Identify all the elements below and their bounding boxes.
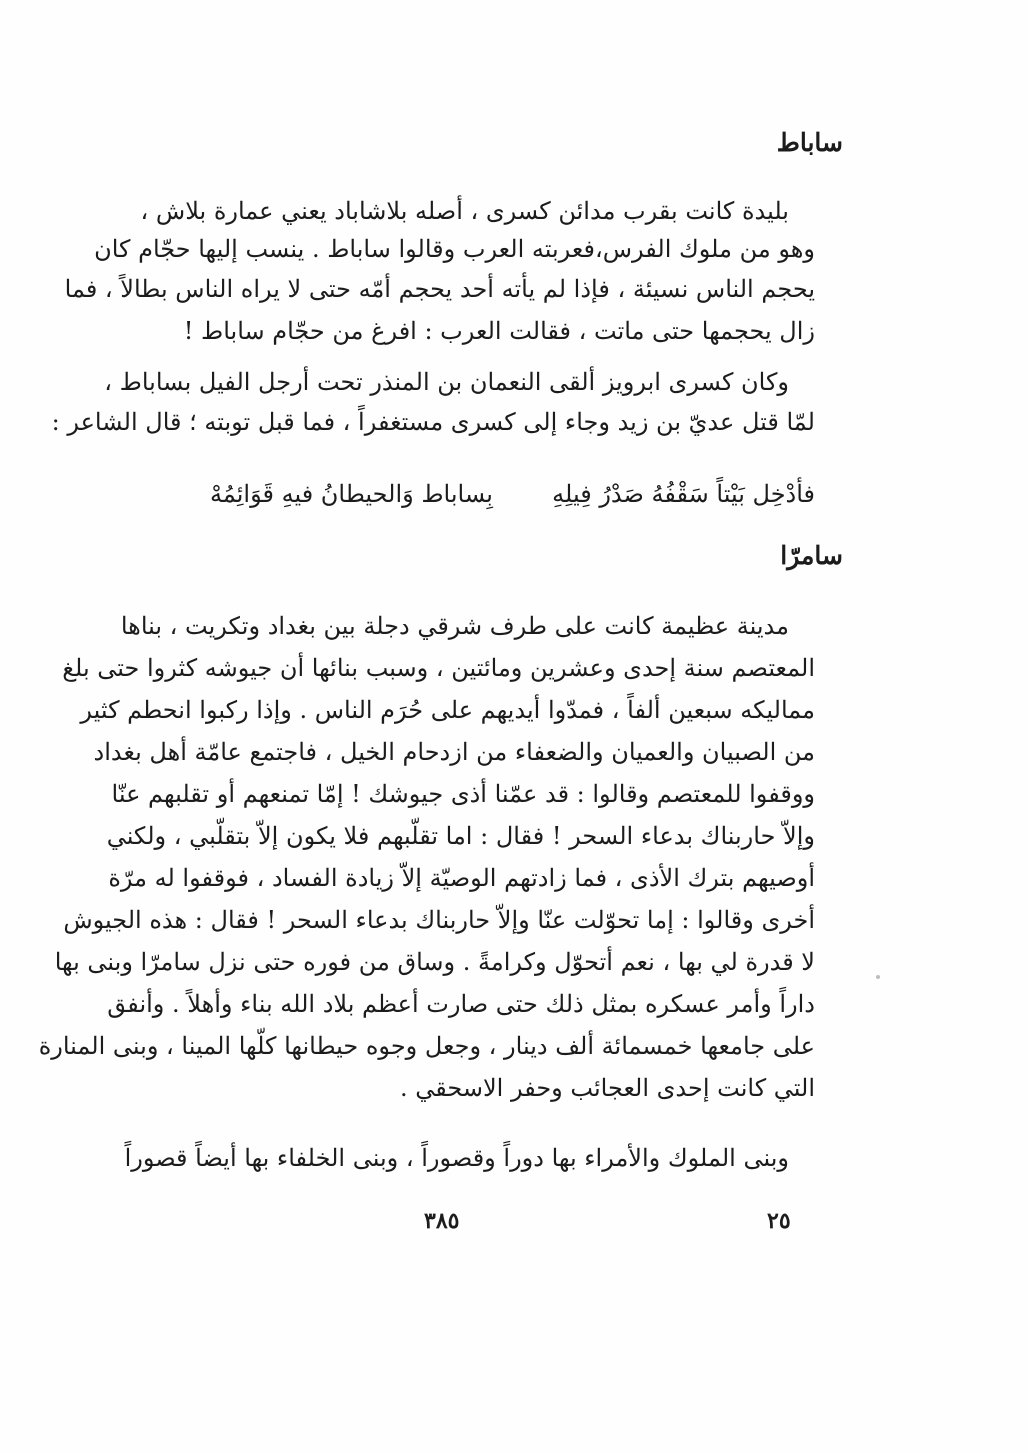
text-line: بليدة كانت بقرب مدائن كسرى ، أصله بلاشاباد يعني عمارة بلاش ، [140,197,789,225]
text-line: داراً وأمر عسكره بمثل ذلك حتى صارت أعظم بلاد الله بناء وأهلاً . وأنفق [107,990,815,1018]
text-line: على جامعها خمسمائة ألف دينار ، وجعل وجوه حيطانها كلّها المينا ، وبنى المنارة [38,1032,815,1060]
scan-speck [876,975,880,979]
samarra-paragraph-1 [38,608,815,1128]
sabat-paragraph-2 [51,364,815,444]
text-line: أوصيهم بترك الأذى ، فما زادتهم الوصيّة إلاّ زيادة الفساد ، فوقفوا له مرّة [108,864,815,892]
page-number: ٣٨٥ [424,1208,460,1234]
text-line: لا قدرة لي بها ، نعم أتحوّل وكرامةً . وساق من فوره حتى نزل سامرّا وبنى بها [54,948,815,976]
text-line: من الصبيان والعميان والضعفاء من ازدحام الخيل ، فاجتمع عامّة أهل بغداد [93,738,815,766]
text-line: وبنى الملوك والأمراء بها دوراً وقصوراً ، وبنى الخلفاء بها أيضاً قصوراً [124,1144,789,1172]
text-line: التي كانت إحدى العجائب وحفر الاسحقي . [399,1074,815,1102]
printer-signature: ٢٥ [767,1208,791,1234]
text-line: مماليكه سبعين ألفاً ، فمدّوا أيديهم على حُرَم الناس . وإذا ركبوا انحطم كثير [80,696,815,724]
text-line: زال يحجمها حتى ماتت ، فقالت العرب : افرغ من حجّام ساباط ! [183,317,815,345]
text-line: المعتصم سنة إحدى وعشرين ومائتين ، وسبب بنائها أن جيوشه كثروا حتى بلغ [62,654,815,682]
text-line: وكان كسرى ابرويز ألقى النعمان بن المنذر تحت أرجل الفيل بساباط ، [104,368,789,396]
samarra-paragraph-2 [124,1140,815,1180]
section-heading-samarra: سامرّا [780,541,843,570]
verse-hemistich-2: بِساباط وَالحيطانُ فيهِ قَوَائِمُهْ [210,480,493,508]
text-line: مدينة عظيمة كانت على طرف شرقي دجلة بين بغداد وتكريت ، بناها [120,612,789,640]
text-line: لمّا قتل عديّ بن زيد وجاء إلى كسرى مستغفراً ، فما قبل توبته ؛ قال الشاعر : [51,408,815,436]
text-line: وإلاّ حاربناك بدعاء السحر ! فقال : اما تقلّبهم فلا يكون إلاّ بتقلّبي ، ولكني [106,822,815,850]
text-line: ووقفوا للمعتصم وقالوا : قد عمّنا أذى جيوشك ! إمّا تمنعهم أو تقلبهم عنّا [111,780,815,808]
sabat-paragraph-1 [64,193,815,353]
text-line: يحجم الناس نسيئة ، فإذا لم يأته أحد يحجم أمّه حتى لا يراه الناس بطالاً ، فما [64,275,815,303]
poetry-verse [210,474,815,516]
section-heading-sabat: ساباط [776,128,843,157]
verse-hemistich-1: فأدْخِل بَيْتاً سَقْفُهُ صَدْرُ فِيلِهِ [552,480,815,508]
text-line: أخرى وقالوا : إما تحوّلت عنّا وإلاّ حاربناك بدعاء السحر ! فقال : هذه الجيوش [63,906,815,934]
text-line: وهو من ملوك الفرس،فعربته العرب وقالوا ساباط . ينسب إليها حجّام كان [94,235,815,263]
